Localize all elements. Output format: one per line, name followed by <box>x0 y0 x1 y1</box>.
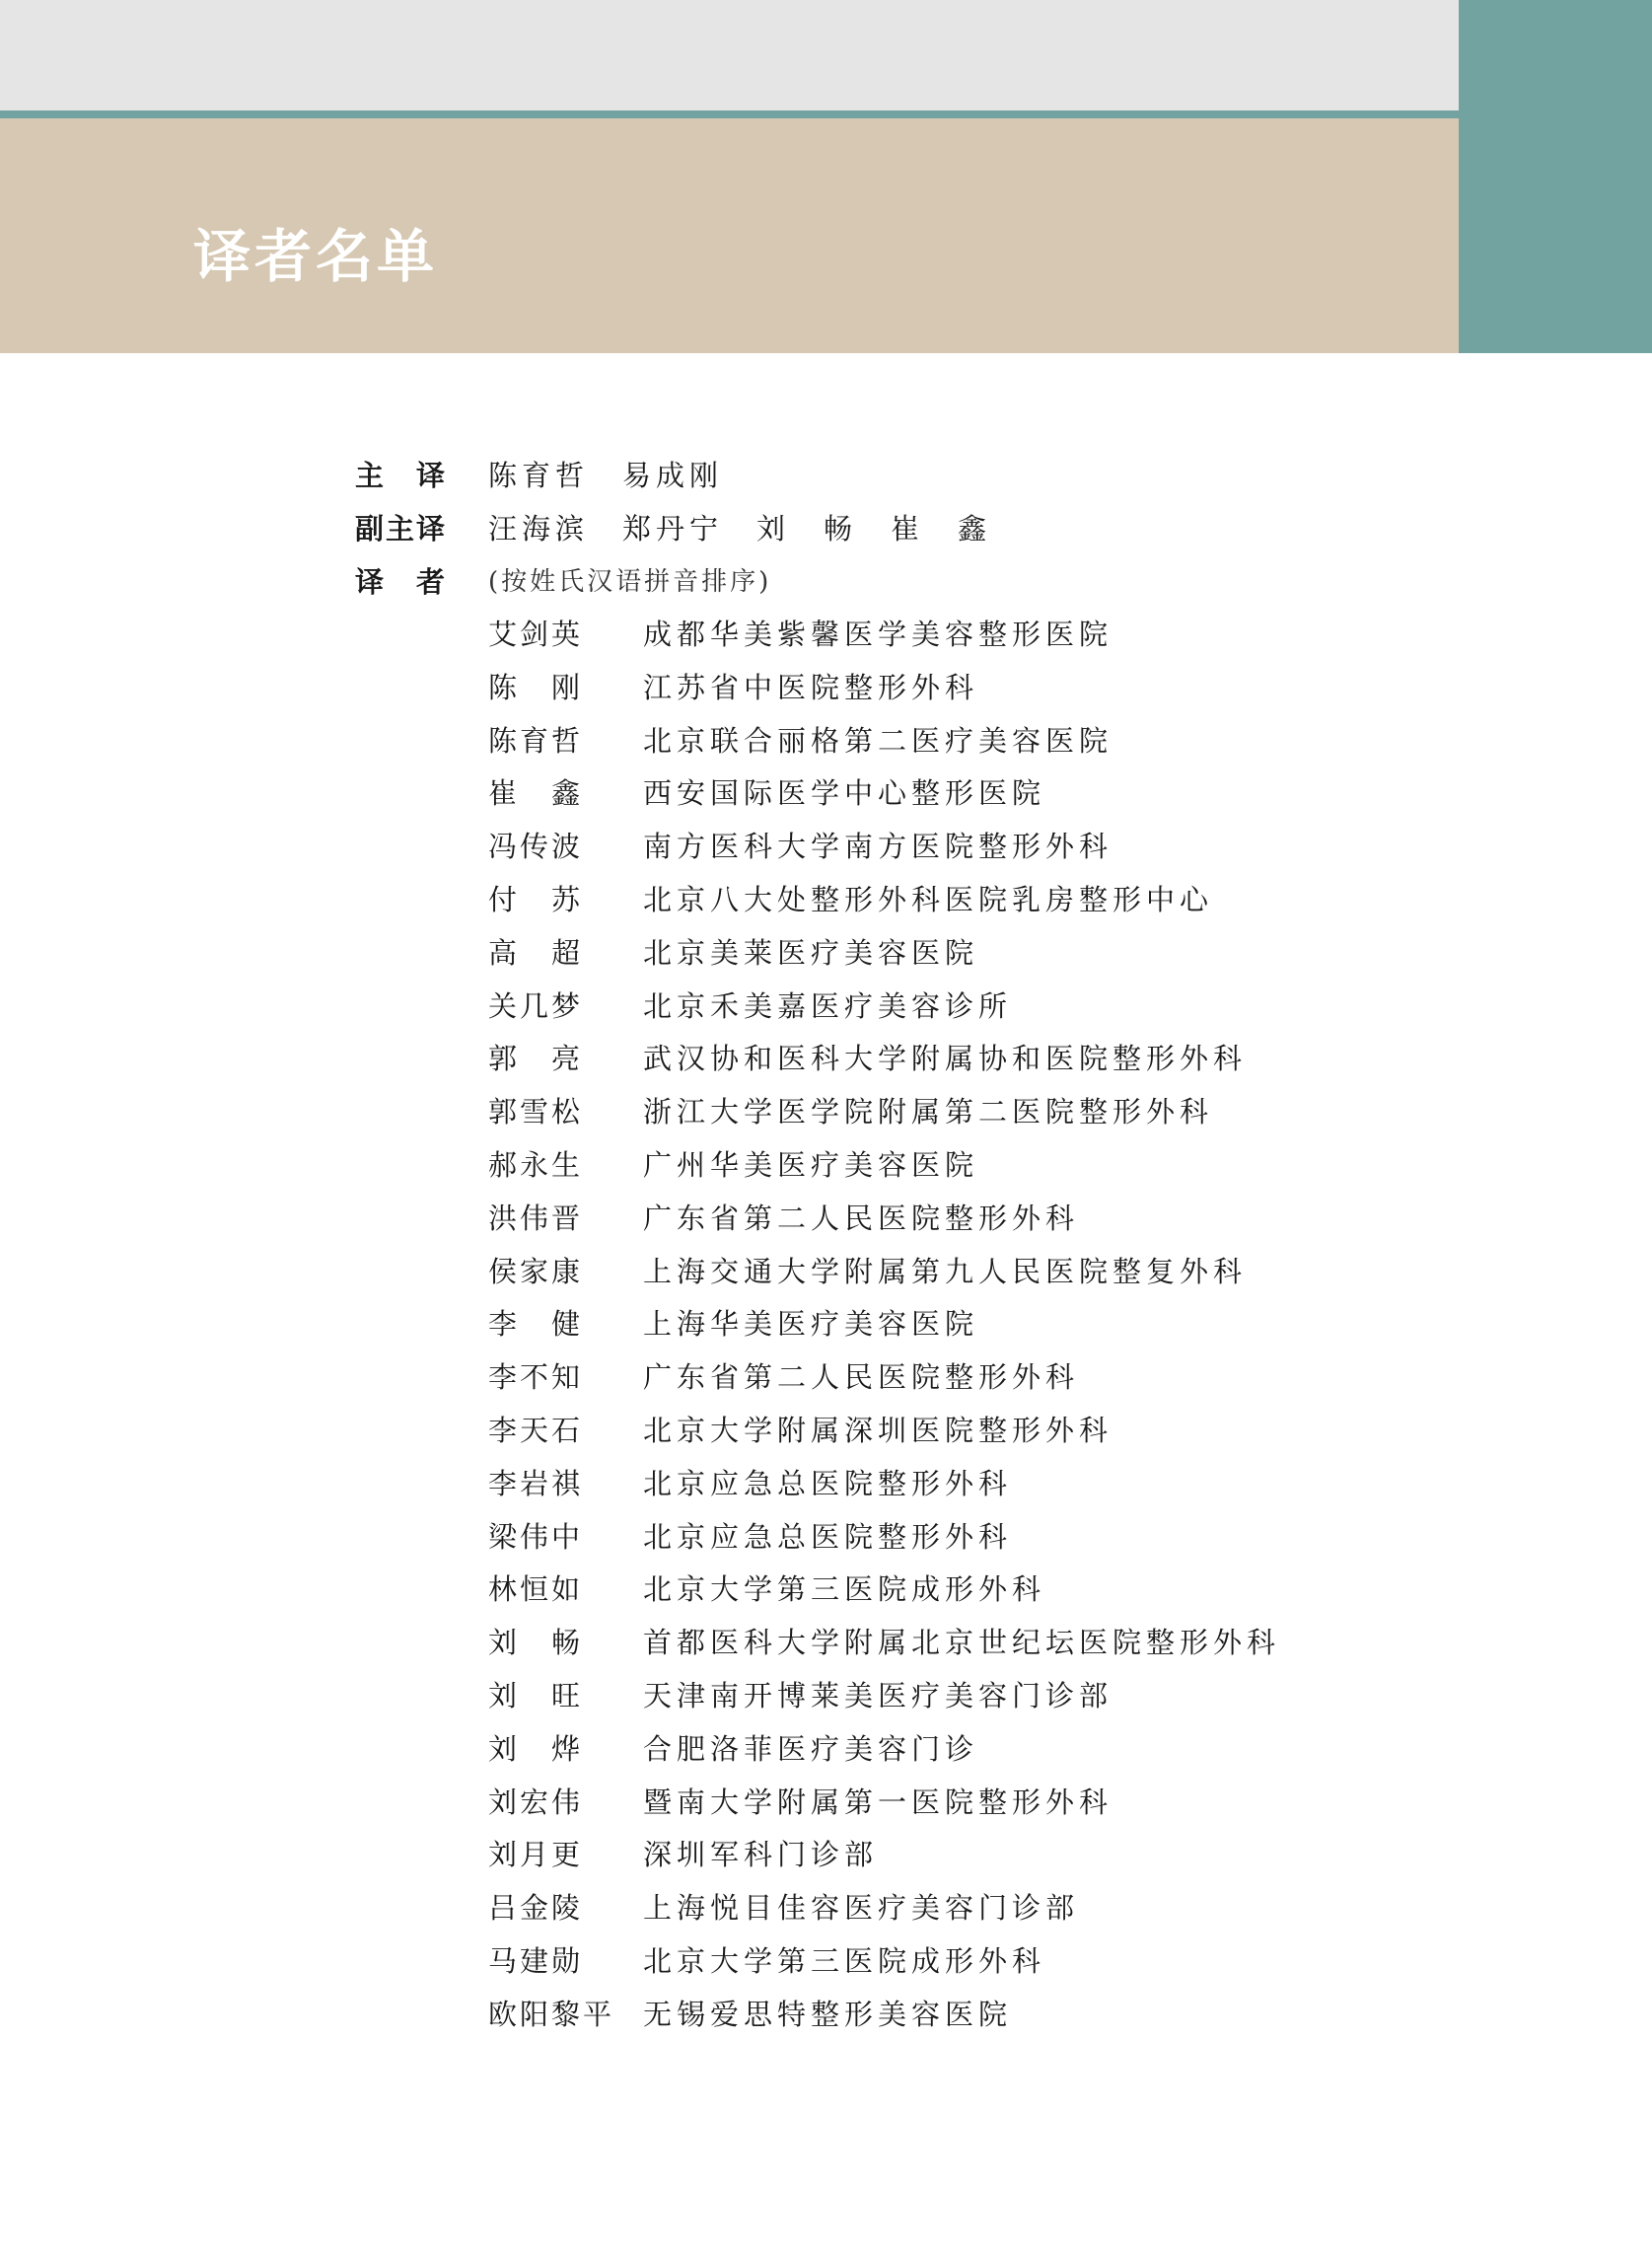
list-item <box>488 1193 1474 1246</box>
translator-name: 吕金陵 <box>488 1891 584 1926</box>
translator-name: 李天石 <box>488 1413 584 1447</box>
translator-affiliation: 深圳军科门诊部 <box>643 1838 879 1872</box>
translator-affiliation: 成都华美紫馨医学美容整形医院 <box>643 618 1113 651</box>
translator-affiliation: 北京大学第三医院成形外科 <box>643 1572 1046 1607</box>
list-item <box>488 1458 1474 1511</box>
list-item <box>488 874 1474 927</box>
translator-name: 刘 烨 <box>488 1731 584 1766</box>
list-item <box>488 1351 1474 1405</box>
translator-affiliation: 北京大学附属深圳医院整形外科 <box>643 1413 1113 1447</box>
translator-affiliation: 西安国际医学中心整形医院 <box>643 776 1046 811</box>
credit-associate-translators <box>355 502 1341 555</box>
credit-label: 副主译 <box>355 512 448 546</box>
translator-affiliation: 北京禾美嘉医疗美容诊所 <box>643 988 1013 1023</box>
header-top-band <box>0 0 1459 110</box>
translator-affiliation: 上海交通大学附属第九人民医院整复外科 <box>643 1254 1248 1288</box>
translator-name: 刘 畅 <box>488 1626 584 1660</box>
list-item <box>488 1989 1474 2042</box>
translator-affiliation: 北京大学第三医院成形外科 <box>643 1943 1046 1978</box>
side-color-block <box>1459 0 1652 353</box>
list-item <box>488 927 1474 981</box>
translator-affiliation: 北京美莱医疗美容医院 <box>643 935 979 970</box>
list-item <box>488 1723 1474 1777</box>
translator-affiliation: 武汉协和医科大学附属协和医院整形外科 <box>643 1042 1248 1076</box>
list-item <box>488 821 1474 874</box>
list-item <box>488 1086 1474 1139</box>
translator-name: 陈育哲 <box>488 723 584 758</box>
sort-order-note: (按姓氏汉语拼音排序) <box>488 567 772 597</box>
credit-translators <box>355 555 1341 609</box>
translator-name: 侯家康 <box>488 1254 584 1288</box>
list-item <box>488 1617 1474 1670</box>
list-item <box>488 1777 1474 1830</box>
translator-affiliation: 北京应急总医院整形外科 <box>643 1519 1013 1554</box>
translator-affiliation: 广东省第二人民医院整形外科 <box>643 1360 1080 1395</box>
translator-name: 艾剑英 <box>488 618 584 651</box>
translator-affiliation: 南方医科大学南方医院整形外科 <box>643 830 1113 864</box>
credit-chief-translators <box>355 449 1341 502</box>
translator-name: 李岩祺 <box>488 1466 584 1500</box>
translator-affiliation: 首都医科大学附属北京世纪坛医院整形外科 <box>643 1626 1281 1660</box>
translator-name: 郝永生 <box>488 1147 584 1182</box>
translator-affiliation: 广州华美医疗美容医院 <box>643 1147 979 1182</box>
translator-name: 郭雪松 <box>488 1095 584 1129</box>
translator-name: 陈 刚 <box>488 670 584 704</box>
header-rule <box>0 110 1459 118</box>
page-title: 译者名单 <box>193 223 439 290</box>
translator-name: 刘月更 <box>488 1838 584 1872</box>
translator-affiliation: 江苏省中医院整形外科 <box>643 670 979 704</box>
translator-name: 洪伟晋 <box>488 1201 584 1235</box>
list-item <box>488 662 1474 715</box>
translator-name: 马建勋 <box>488 1943 584 1978</box>
translator-affiliation: 天津南开博莱美医疗美容门诊部 <box>643 1678 1113 1712</box>
list-item <box>488 767 1474 821</box>
translator-affiliation: 无锡爱思特整形美容医院 <box>643 1997 1013 2031</box>
translator-affiliation: 北京八大处整形外科医院乳房整形中心 <box>643 882 1214 916</box>
list-item <box>488 1511 1474 1565</box>
list-item <box>488 1405 1474 1458</box>
list-item <box>488 609 1474 662</box>
credits-section <box>355 449 1341 609</box>
translator-name: 付 苏 <box>488 882 584 916</box>
list-item <box>488 1882 1474 1935</box>
credit-label: 主 译 <box>355 459 448 492</box>
translator-name: 李 健 <box>488 1307 584 1342</box>
translator-name: 林恒如 <box>488 1572 584 1607</box>
list-item <box>488 1564 1474 1617</box>
translator-list <box>488 609 1474 2042</box>
translator-name: 梁伟中 <box>488 1519 584 1554</box>
translator-name: 李不知 <box>488 1360 584 1395</box>
translator-name: 刘宏伟 <box>488 1785 584 1819</box>
translator-name: 郭 亮 <box>488 1042 584 1076</box>
list-item <box>488 1670 1474 1723</box>
list-item <box>488 1829 1474 1882</box>
translator-affiliation: 广东省第二人民医院整形外科 <box>643 1201 1080 1235</box>
list-item <box>488 1139 1474 1193</box>
list-item <box>488 1246 1474 1299</box>
credit-label: 译 者 <box>355 565 448 599</box>
list-item <box>488 1298 1474 1351</box>
list-item <box>488 1935 1474 1989</box>
credit-value: 汪海滨 郑丹宁 刘 畅 崔 鑫 <box>488 512 992 546</box>
translator-name: 欧阳黎平 <box>488 1997 615 2031</box>
translator-affiliation: 上海悦目佳容医疗美容门诊部 <box>643 1891 1080 1926</box>
translator-affiliation: 上海华美医疗美容医院 <box>643 1307 979 1342</box>
translator-name: 高 超 <box>488 935 584 970</box>
list-item <box>488 715 1474 768</box>
translator-affiliation: 北京联合丽格第二医疗美容医院 <box>643 723 1113 758</box>
list-item <box>488 1033 1474 1086</box>
translator-name: 关几梦 <box>488 988 584 1023</box>
credit-value: 陈育哲 易成刚 <box>488 459 724 492</box>
translator-name: 刘 旺 <box>488 1678 584 1712</box>
translator-affiliation: 浙江大学医学院附属第二医院整形外科 <box>643 1095 1214 1129</box>
list-item <box>488 981 1474 1034</box>
translator-affiliation: 暨南大学附属第一医院整形外科 <box>643 1785 1113 1819</box>
translator-name: 崔 鑫 <box>488 776 584 811</box>
translator-name: 冯传波 <box>488 830 584 864</box>
translator-affiliation: 北京应急总医院整形外科 <box>643 1466 1013 1500</box>
translator-affiliation: 合肥洛菲医疗美容门诊 <box>643 1731 979 1766</box>
